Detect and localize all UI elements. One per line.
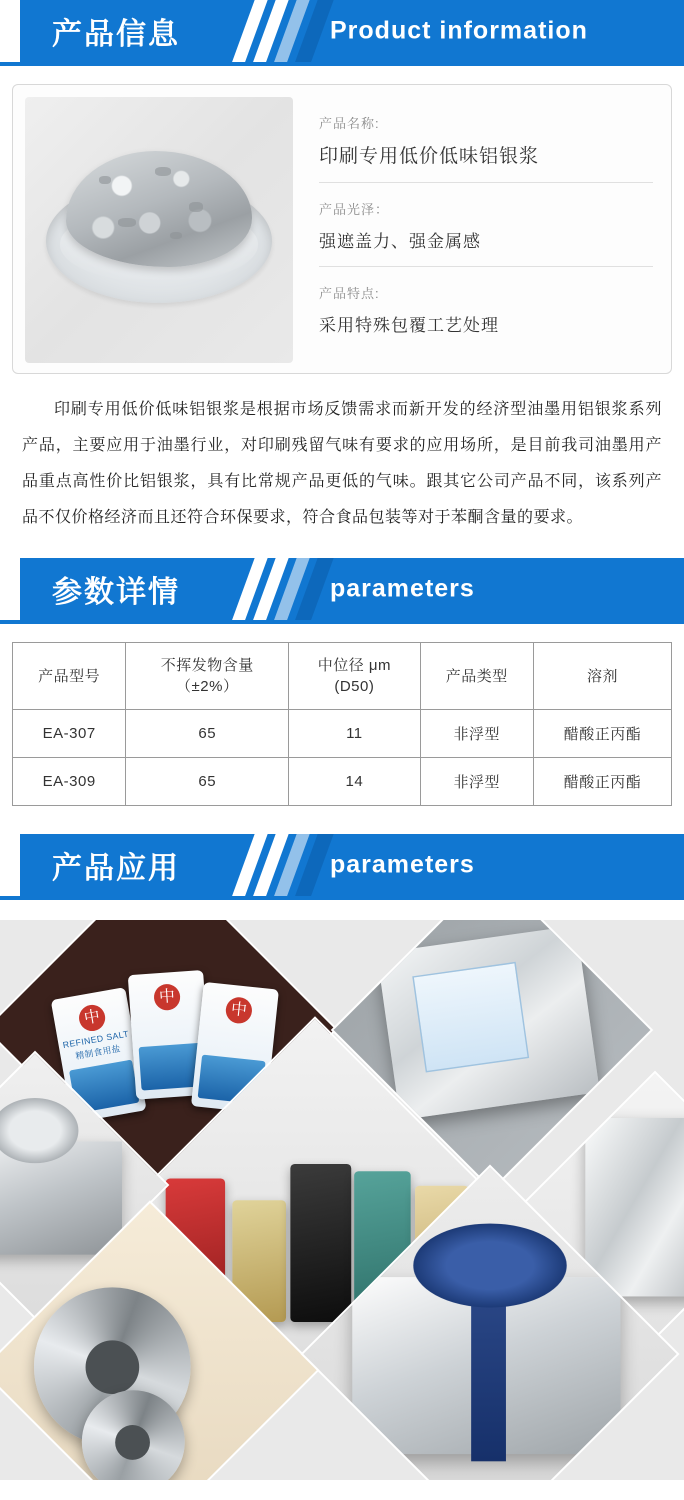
product-photo — [25, 97, 293, 363]
banner-underline-product-info — [0, 62, 684, 66]
banner-title-cn: 参数详情 — [52, 576, 180, 609]
banner-title-cn: 产品信息 — [52, 18, 180, 51]
product-feature-label: 产品特点: — [319, 286, 380, 301]
stand-up-pack — [585, 1119, 684, 1297]
header-line-2: （±2%） — [176, 678, 239, 695]
cell-solvent: 醋酸正丙酯 — [533, 758, 671, 806]
product-feature-value: 采用特殊包覆工艺处理 — [319, 316, 499, 335]
banner-title-en: parameters — [330, 574, 475, 603]
product-info-card — [12, 84, 672, 374]
product-gloss-label: 产品光泽： — [319, 202, 390, 217]
table-row — [13, 710, 672, 758]
cell-nonvolatile: 65 — [126, 758, 289, 806]
section-banner-application — [0, 834, 684, 896]
vacuum-pack — [377, 926, 600, 1121]
cell-type: 非浮型 — [420, 758, 533, 806]
banner-white-block — [0, 834, 20, 896]
product-name-label: 产品名称: — [319, 116, 380, 131]
header-line-1: 产品类型 — [445, 667, 508, 685]
paste-speck — [189, 202, 203, 212]
banner-title-cn: 产品应用 — [52, 852, 180, 885]
table-header-median-diameter — [289, 643, 420, 710]
banner-underline-parameters — [0, 620, 684, 624]
header-line-1: 中位径 μm — [317, 657, 392, 674]
vacuum-pack-label — [413, 962, 530, 1074]
header-line-1: 不挥发物含量 — [160, 657, 254, 674]
header-line-2: (D50) — [334, 678, 375, 695]
cell-type: 非浮型 — [420, 710, 533, 758]
table-header-model — [13, 643, 126, 710]
paste-speck — [118, 218, 136, 227]
paste-speck — [170, 232, 182, 239]
application-image-grid — [0, 920, 684, 1480]
brand-logo-icon: 中 — [77, 1003, 107, 1033]
header-line-1: 产品型号 — [38, 667, 101, 685]
brand-logo-icon: 中 — [154, 983, 182, 1011]
parameters-table-wrap — [12, 642, 672, 806]
header-line-1: 溶剂 — [586, 667, 618, 685]
aluminium-paste-sample — [66, 151, 252, 267]
section-banner-parameters — [0, 558, 684, 620]
table-header-solvent — [533, 643, 671, 710]
banner-white-block — [0, 558, 20, 620]
section-banner-product-info — [0, 0, 684, 62]
foil-roll-core — [115, 1424, 150, 1459]
product-info-fields — [293, 97, 659, 361]
foil-roll-core — [86, 1340, 139, 1393]
table-row — [13, 758, 672, 806]
table-header-type — [420, 643, 533, 710]
pouch-black — [290, 1164, 351, 1321]
product-description: 印刷专用低价低味铝银浆是根据市场反馈需求而新开发的经济型油墨用铝银浆系列产品，主要应用于油墨行业，对印刷残留气味有要求的应用场所，是目前我司油墨用产品重点高性价比铝银浆，具有比常规产品更低的气味。跟其它公司产品不同，该系列产品不仅价格经济而且还符合环保要求，符合食品包装等对于苯酮含量的要求。 — [22, 401, 662, 526]
brand-logo-icon: 中 — [224, 997, 253, 1026]
salt-bag-text: REFINED SALT 精制食用盐 — [62, 1031, 131, 1063]
cell-model: EA-309 — [13, 758, 126, 806]
product-gloss-value: 强遮盖力、强金属感 — [319, 227, 653, 267]
parameters-table — [12, 642, 672, 806]
banner-white-block — [0, 0, 20, 62]
gift-bow — [413, 1224, 566, 1308]
table-header-nonvolatile — [126, 643, 289, 710]
cell-solvent: 醋酸正丙酯 — [533, 710, 671, 758]
banner-title-en: Product information — [330, 16, 588, 45]
cell-median-diameter: 14 — [289, 758, 420, 806]
paste-speck — [99, 176, 111, 184]
cell-median-diameter: 11 — [289, 710, 420, 758]
paste-speck — [155, 167, 171, 176]
cell-model: EA-307 — [13, 710, 126, 758]
banner-underline-application — [0, 896, 684, 900]
foil-roll-small — [82, 1391, 185, 1480]
product-name-value: 印刷专用低价低味铝银浆 — [319, 141, 653, 183]
banner-title-en: parameters — [330, 850, 475, 879]
cell-nonvolatile: 65 — [126, 710, 289, 758]
table-header-row — [13, 643, 672, 710]
